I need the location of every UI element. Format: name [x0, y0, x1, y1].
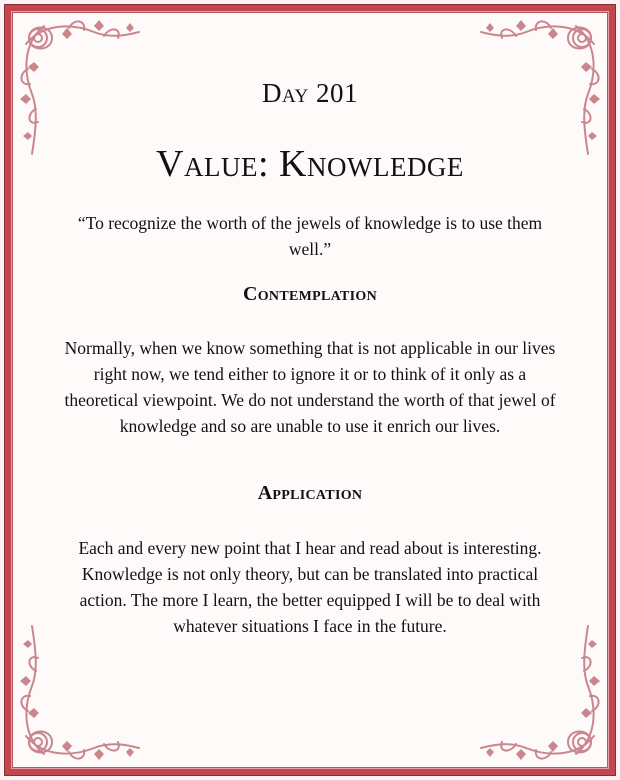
application-heading: Application — [257, 482, 363, 504]
value-title: Value: Knowledge — [156, 143, 464, 185]
quote-text: “To recognize the worth of the jewels of knowledge is to use them well.” — [77, 213, 543, 259]
application-paragraph: Each and every new point that I hear and read about is interesting. Knowledge is not only theory, but can be translated into practical action. The more I learn, the better equipped I will be to deal with whatever situations I face in the future. — [78, 538, 542, 636]
day-heading: Day 201 — [262, 78, 358, 108]
contemplation-paragraph: Normally, when we know something that is not applicable in our lives right now, we tend either to ignore it or to think of it only as a theoretical viewpoint. We do not understand the worth of that jewel of knowledge and so are unable to use it enrich our lives. — [64, 338, 556, 436]
contemplation-heading: Contemplation — [243, 283, 377, 305]
